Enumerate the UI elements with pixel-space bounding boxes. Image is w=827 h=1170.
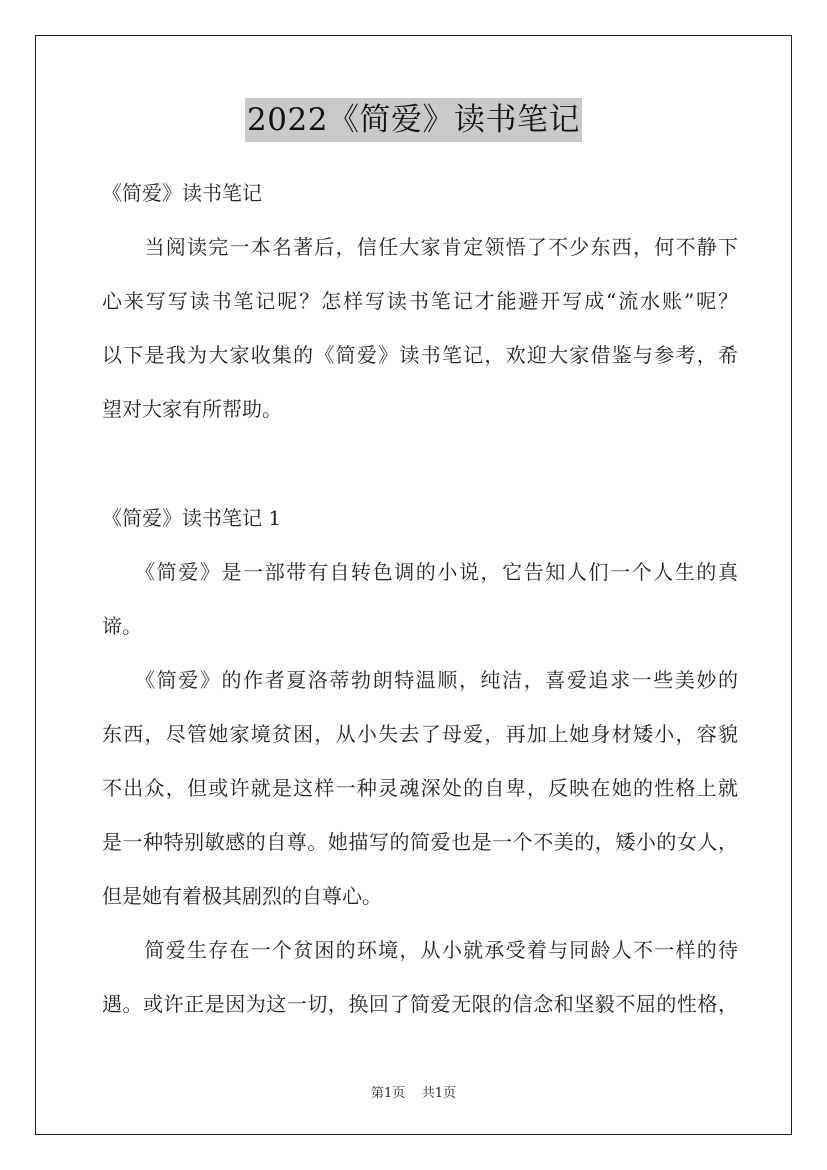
paragraph-line: 心来写写读书笔记呢？怎样写读书笔记才能避开写成“流水账”呢？ xyxy=(102,289,738,313)
paragraph-line: 东西，尽管她家境贫困，从小失去了母爱，再加上她身材矮小，容貌 xyxy=(102,722,738,746)
paragraph-line: 望对大家有所帮助。 xyxy=(102,397,282,421)
paragraph-line: 谛。 xyxy=(102,614,142,638)
paragraph-line: 是一种特别敏感的自尊。她描写的简爱也是一个不美的，矮小的女人， xyxy=(102,830,738,854)
paragraph-line: 但是她有着极其剧烈的自尊心。 xyxy=(102,884,382,908)
document-title: 2022《简爱》读书笔记 xyxy=(245,98,582,142)
paragraph-line: 遇。或许正是因为这一切，换回了简爱无限的信念和坚毅不屈的性格， xyxy=(102,992,738,1016)
paragraph-line: 不出众，但或许就是这样一种灵魂深处的自卑，反映在她的性格上就 xyxy=(102,776,738,800)
paragraph-line: 《简爱》是一部带有自转色调的小说，它告知人们一个人生的真 xyxy=(102,560,738,584)
paragraph-line: 《简爱》的作者夏洛蒂勃朗特温顺，纯洁，喜爱追求一些美妙的 xyxy=(102,668,738,692)
document-subtitle: 《简爱》读书笔记 xyxy=(102,181,262,205)
footer-spacer xyxy=(409,1086,417,1101)
paragraph-line: 当阅读完一本名著后，信任大家肯定领悟了不少东西，何不静下 xyxy=(102,235,738,259)
paragraph-line: 以下是我为大家收集的《简爱》读书笔记，欢迎大家借鉴与参考，希 xyxy=(102,343,738,367)
page-total: 共1页 xyxy=(421,1086,457,1101)
page-footer xyxy=(0,1082,827,1101)
section-heading: 《简爱》读书笔记 1 xyxy=(102,506,282,530)
page-number: 第1页 xyxy=(370,1086,406,1101)
paragraph-line: 简爱生存在一个贫困的环境，从小就承受着与同龄人不一样的待 xyxy=(102,938,738,962)
title-container xyxy=(0,98,827,142)
